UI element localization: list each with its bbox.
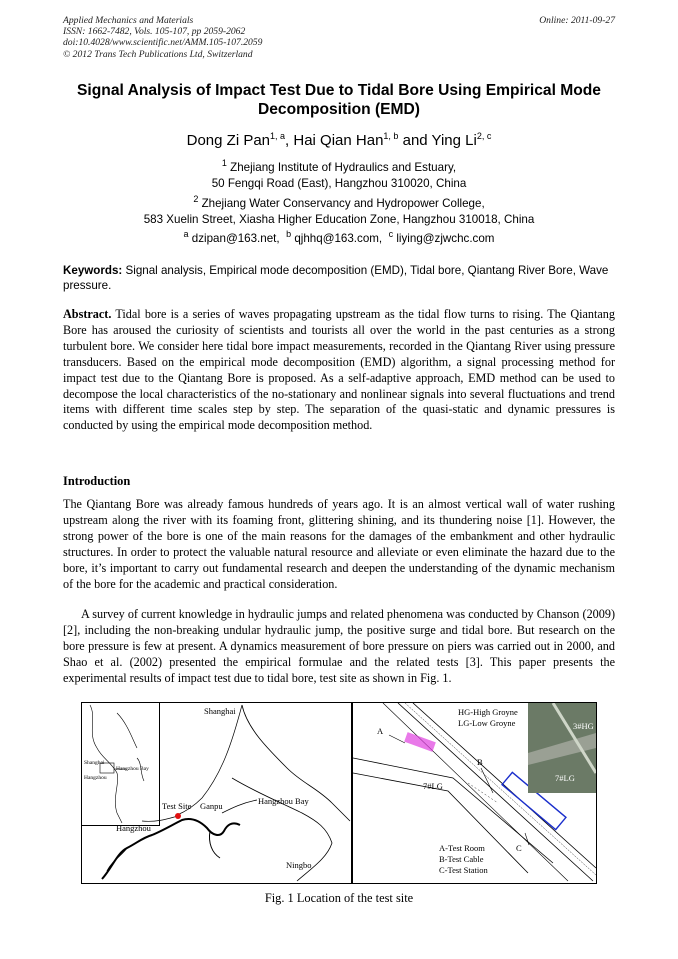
- affiliation-1: [63, 155, 615, 192]
- abstract: [63, 307, 615, 434]
- test-site-plan: [352, 702, 597, 884]
- site-label-a: A: [377, 726, 384, 736]
- inset-label-shanghai: Shanghai: [84, 760, 105, 766]
- site-label-c: C: [516, 843, 522, 853]
- affiliation-line: 583 Xuelin Street, Xiasha Higher Education Zone, Hangzhou 310018, China: [143, 212, 535, 226]
- legend-high-groyne: HG-High Groyne: [458, 707, 518, 717]
- journal-header: [63, 15, 615, 60]
- map-label-hangzhou: Hangzhou: [116, 823, 151, 833]
- map-label-shanghai: Shanghai: [204, 706, 236, 716]
- author-name: Hai Qian Han: [293, 132, 384, 149]
- test-room-marker: [404, 732, 436, 752]
- author-name: Dong Zi Pan: [186, 132, 271, 149]
- inset-map: [82, 703, 160, 826]
- email-sup: c: [388, 229, 394, 239]
- section-heading-introduction: Introduction: [63, 474, 131, 488]
- affiliation-line: 50 Fengqi Road (East), Hangzhou 310020, China: [211, 176, 467, 190]
- site-label-b: B: [477, 757, 483, 767]
- inset-label-hangzhou: Hangzhou: [84, 775, 107, 781]
- author-sup: 1, b: [383, 131, 399, 141]
- copyright-line: © 2012 Trans Tech Publications Ltd, Switzerland: [63, 48, 253, 60]
- map-label-hangzhou-bay: Hangzhou Bay: [258, 796, 309, 806]
- paper-title: Signal Analysis of Impact Test Due to Tidal Bore Using Empirical Mode Decomposition (EMD): [77, 82, 601, 118]
- photo-label-7lg: 7#LG: [555, 773, 575, 783]
- affiliation-sup: 2: [193, 194, 199, 204]
- intro-paragraph-1: The Qiantang Bore was already famous hundreds of years ago. It is an almost vertical wall of water rushing upstream along the river with its foaming front, glittering shining, and its thundering noise [1]. However, the strong power of the bore is one of the main reasons for the damages of the embankment and other hydraulic structures. In order to protect the valuable natural resource and alleviate or even eliminate the hazard due to the bore, it’s important to carry out fundamental research and deepen the understanding of the dynamic mechanism of the bore for the academic and practical consideration.: [63, 497, 615, 591]
- email-list: [63, 229, 615, 245]
- intro-paragraph-2: A survey of current knowledge in hydraulic jumps and related phenomena was conducted by Chanson (2009) [2], including the non-breaking undular hydraulic jump, the positive surge and tidal bore. But research on the bore pressure is few at present. A dynamics measurement of bore pressure on piers was carried out in 2000, and Shao et al. (2002) presented the empirical formulae and the related tests [3]. This paper presents the experimental results of impact test due to tidal bore, test site as shown in Fig. 1.: [63, 607, 615, 685]
- map-label-test-site: Test Site: [162, 801, 192, 811]
- legend-test-room: A-Test Room: [439, 843, 485, 853]
- inset-label-bay: Hangzhou Bay: [116, 766, 149, 772]
- keywords: [63, 263, 615, 293]
- affiliation-sup: 1: [221, 158, 227, 168]
- figure-caption: Fig. 1 Location of the test site: [264, 891, 414, 905]
- affiliation-line: Zhejiang Water Conservancy and Hydropower College,: [201, 196, 485, 210]
- test-site-marker: [175, 813, 181, 819]
- author-separator: and: [398, 132, 432, 149]
- figure-1: [81, 702, 597, 884]
- email-link[interactable]: qjhhq@163.com,: [294, 231, 383, 245]
- issn-line: ISSN: 1662-7482, Vols. 105-107, pp 2059-2062: [63, 26, 246, 38]
- author-separator: ,: [285, 132, 294, 149]
- keywords-label: Keywords:: [63, 264, 123, 277]
- email-link[interactable]: liying@zjwchc.com: [396, 231, 495, 245]
- abstract-text: Tidal bore is a series of waves propagating upstream as the tidal flow turns to rising. The Qiantang Bore has aroused the curiosity of scientists and tourists all over the world in the past centuries as a strong turbulent bore. We consider here tidal bore impact measurements, recorded in the Qiantang River using pressure transducers. Based on the empirical mode decomposition (EMD) algorithm, a signal processing method for impact test due to the Qiantang Bore is proposed. As a self-adaptive approach, EMD method can be used to decompose the local characteristics of the no-stationary and nonlinear signals into several fluctuations and trend items with different time scales step by step. The separation of the quasi-static and dynamic pressures is conducted by using the empirical mode decomposition method.: [63, 307, 615, 433]
- author-list: [63, 131, 615, 149]
- affiliation-2: [63, 191, 615, 228]
- location-map: [81, 702, 352, 884]
- email-link[interactable]: dzipan@163.net,: [191, 231, 280, 245]
- map-label-ganpu: Ganpu: [200, 801, 223, 811]
- affiliation-line: Zhejiang Institute of Hydraulics and Estuary,: [230, 160, 457, 174]
- email-sup: a: [183, 229, 189, 239]
- legend-low-groyne: LG-Low Groyne: [458, 718, 516, 728]
- email-sup: b: [286, 229, 292, 239]
- author-sup: 2, c: [476, 131, 492, 141]
- doi-line: doi:10.4028/www.scientific.net/AMM.105-107.2059: [63, 37, 263, 49]
- site-label-7lg: 7#LG: [423, 781, 443, 791]
- legend-test-station: C-Test Station: [439, 865, 488, 875]
- journal-name: Applied Mechanics and Materials: [63, 15, 194, 26]
- author-sup: 1, a: [270, 131, 286, 141]
- map-label-ningbo: Ningbo: [286, 860, 312, 870]
- abstract-label: Abstract.: [63, 307, 112, 321]
- online-date: Online: 2011-09-27: [539, 15, 615, 26]
- keywords-text: Signal analysis, Empirical mode decomposition (EMD), Tidal bore, Qiantang River Bore, Wave pressure.: [63, 264, 609, 292]
- photo-label-3hg: 3#HG: [573, 721, 594, 731]
- author-name: Ying Li: [431, 132, 477, 149]
- legend-test-cable: B-Test Cable: [439, 854, 484, 864]
